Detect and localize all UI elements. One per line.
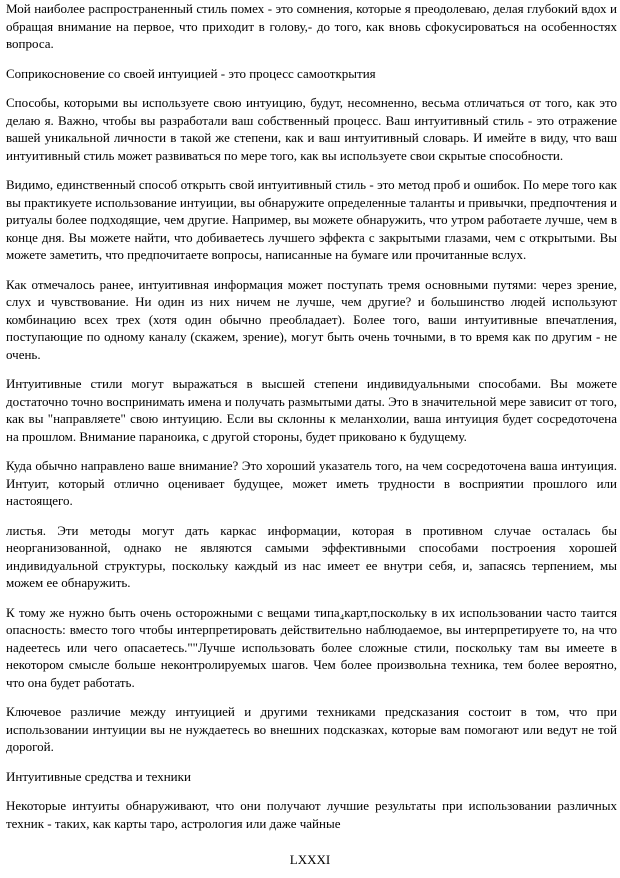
- paragraph-4: Видимо, единственный способ открыть свой интуитивный стиль - это метод проб и ошибок. По мере того как вы практикуете использование интуиции, вы обнаружите определенные таланты и привычки, предпочтения и ритуалы более подходящие, чем другие. Например, вы можете обнаружить, что утром работаете лучше, чем в конце дня. Вы можете найти, что добиваетесь лучшего эффекта с закрытыми глазами, чем с открытыми. Вы можете заметить, что предпочитаете вопросы, написанные на бумаге или прочитанные вслух.: [6, 177, 617, 262]
- paragraph-7: Куда обычно направлено ваше внимание? Это хороший указатель того, на чем сосредоточена ваша интуиция. Интуит, который отлично оценивает будущее, может иметь трудности в восприятии прошлого или настоящего.: [6, 458, 617, 508]
- section-heading-tools: Интуитивные средства и техники: [6, 768, 191, 784]
- paragraph-5: Как отмечалось ранее, интуитивная информация может поступать тремя основными путями: через зрение, слух и чувствование. Ни один из них ничем не лучше, чем другие? и большинство людей используют комбинацию всех трех (хотя один обычно преобладает). Более того, ваши интуитивные впечатления, поступающие по одному каналу (скажем, зрение), могут быть очень точными, в то время как по другим - не очень.: [6, 276, 617, 362]
- paragraph-8: листья. Эти методы могут дать каркас информации, которая в противном случае осталась бы неорганизованной, однако не являются самыми эффективными способами построения хорошей индивидуальной структуры, поскольку каждый из нас имеет ее внутри себя, и, запасясь терпением, мы можем ее обнаружить.: [6, 522, 617, 590]
- page-number: LXXXI: [289, 852, 331, 867]
- document-page: [6, 0, 617, 844]
- section-heading-self-discovery: Соприкосновение со своей интуицией - это процесс самооткрытия: [6, 65, 376, 81]
- paragraph-12: Некоторые интуиты обнаруживают, что они получают лучшие результаты при использовании различных техник - таких, как карты таро, астрология или даже чайные: [6, 798, 617, 831]
- paragraph-9: К тому же нужно быть очень осторожными с вещами типа₄карт,поскольку в их использовании часто таится опасность: вместо того чтобы интерпретировать действительно наблюдаемое, вы интерпретируете то, на что надеетесь или чего опасаетесь.""Лучше использовать более сложные стили, поскольку там вы имеете в некотором смысле больше неконтролируемых шагов. Чем более произвольна техника, тем более вероятно, что она будет работать.: [6, 604, 617, 690]
- paragraph-6: Интуитивные стили могут выражаться в высшей степени индивидуальными способами. Вы можете достаточно точно воспринимать имена и получать размытыми даты. Это в значительной мере зависит от того, как вы "направляете" свою интуицию. Если вы склонны к меланхолии, ваша интуиция будет сосредоточена на прошлом. Внимание параноика, с другой стороны, будет приковано к будущему.: [6, 376, 617, 444]
- paragraph-10: Ключевое различие между интуицией и другими техниками предсказания состоит в том, что при использовании интуиции вы не нуждаетесь во внешних подсказках, которые вам помогают или ведут не той дорогой.: [6, 704, 617, 754]
- paragraph-1: Мой наиболее распространенный стиль помех - это сомнения, которые я преодолеваю, делая глубокий вдох и обращая внимание на первое, что приходит в голову,- до того, как вновь сфокусироваться на особенностях вопроса.: [6, 1, 617, 51]
- paragraph-3: Способы, которыми вы используете свою интуицию, будут, несомненно, весьма отличаться от того, как это делаю я. Важно, чтобы вы разработали ваш собственный процесс. Ваш интуитивный стиль - это отражение вашей уникальной личности в такой же степени, как и ваш интуитивный словарь. И имейте в виду, что ваш интуитивный стиль может развиваться по мере того, как вы используете свои скрытые способности.: [6, 95, 617, 163]
